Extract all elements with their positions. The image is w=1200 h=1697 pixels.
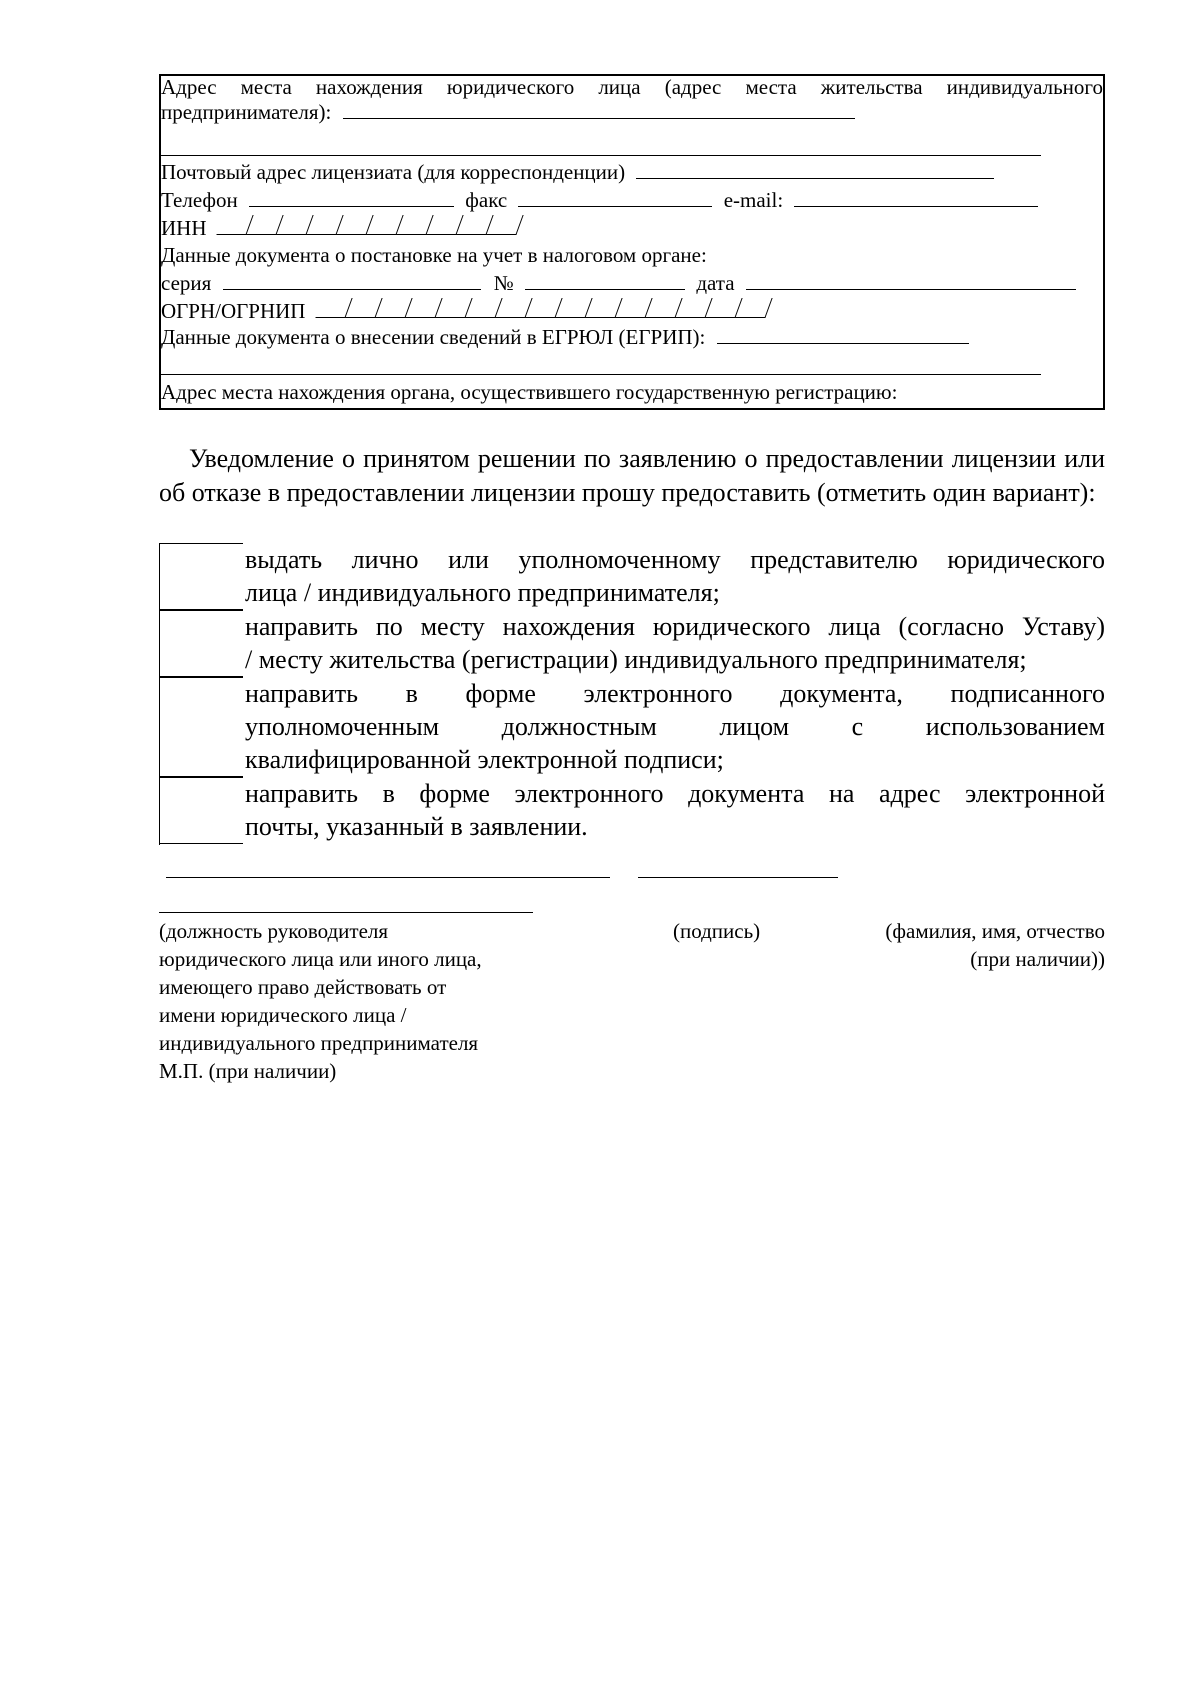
notification-intro: Уведомление о принятом решении по заявлению о предоставлении лицензии или об отказе в предоставлении лицензии прошу предоставить (отметить один вариант): — [159, 444, 1105, 507]
inn-label: ИНН — [161, 216, 207, 240]
option-line: почты, указанный в заявлении. — [245, 812, 588, 841]
date-label: дата — [696, 271, 735, 295]
phone-field[interactable] — [249, 188, 454, 207]
tax-doc-row — [161, 271, 1103, 295]
signature-line-a[interactable] — [166, 877, 610, 878]
email-label: e-mail: — [723, 188, 784, 212]
number-label: № — [493, 271, 514, 295]
fax-label: факс — [465, 188, 508, 212]
caption-line: имеющего право действовать от — [159, 975, 447, 999]
name-caption — [885, 917, 1105, 973]
tax-doc-label: Данные документа о постановке на учет в налоговом органе: — [161, 243, 707, 267]
ogrn-digit-cells[interactable] — [319, 298, 769, 323]
address-field[interactable] — [343, 100, 855, 119]
address-row — [161, 100, 1103, 124]
option-line: лица / индивидуального предпринимателя; — [245, 578, 720, 607]
ogrn-row — [161, 298, 1103, 323]
postal-row — [161, 160, 1103, 184]
caption-line: М.П. (при наличии) — [159, 1059, 337, 1083]
number-field[interactable] — [525, 271, 685, 290]
caption-line: (фамилия, имя, отчество — [885, 919, 1105, 943]
address-label-line2: предпринимателя): — [161, 100, 332, 124]
notification-section — [159, 442, 1105, 510]
option-line: выдать лично или уполномоченному представителю юридического — [245, 545, 1105, 574]
option-line: / месту жительства (регистрации) индивидуального предпринимателя; — [245, 645, 1027, 674]
position-line[interactable] — [159, 912, 533, 913]
fax-field[interactable] — [518, 188, 712, 207]
option-deliver-in-person — [159, 543, 1105, 611]
inn-digit-cells[interactable] — [220, 215, 520, 240]
egrul-row — [161, 325, 1103, 349]
series-label: серия — [161, 271, 212, 295]
option-text — [245, 677, 1105, 776]
caption-line: имени юридического лица / — [159, 1003, 407, 1027]
position-caption — [159, 917, 482, 1085]
option-electronic-email — [159, 777, 1105, 845]
option-line: направить в форме электронного документа, подписанного — [245, 679, 1105, 708]
egrul-field[interactable] — [717, 325, 969, 344]
caption-line: юридического лица или иного лица, — [159, 947, 482, 971]
reg-authority-label: Адрес места нахождения органа, осуществившего государственную регистрацию: — [161, 380, 898, 404]
option-text — [245, 543, 1105, 609]
email-field[interactable] — [794, 188, 1038, 207]
inn-row — [161, 215, 1103, 240]
caption-line: индивидуального предпринимателя — [159, 1031, 479, 1055]
option-text — [245, 610, 1105, 676]
series-field[interactable] — [223, 271, 481, 290]
egrul-field-continuation[interactable] — [161, 374, 1041, 375]
applicant-info-box — [159, 74, 1105, 410]
contacts-row — [161, 188, 1103, 212]
postal-label: Почтовый адрес лицензиата (для корреспонденции) — [161, 160, 626, 184]
option-checkbox[interactable] — [159, 610, 243, 678]
signature-line-b[interactable] — [638, 877, 838, 878]
option-send-by-mail — [159, 610, 1105, 678]
option-checkbox-bottom — [159, 843, 243, 844]
caption-line: (должность руководителя — [159, 919, 389, 943]
option-line: направить по месту нахождения юридического лица (согласно Уставу) — [245, 612, 1105, 641]
phone-label: Телефон — [161, 188, 238, 212]
date-field[interactable] — [746, 271, 1076, 290]
option-text — [245, 777, 1105, 843]
egrul-label: Данные документа о внесении сведений в ЕГРЮЛ (ЕГРИП): — [161, 325, 706, 349]
sign-caption: (подпись) — [673, 919, 761, 943]
option-line: квалифицированной электронной подписи; — [245, 745, 724, 774]
address-field-continuation[interactable] — [161, 155, 1041, 156]
option-line: уполномоченным должностным лицом с использованием — [245, 712, 1105, 741]
address-label-line1: Адрес места нахождения юридического лица (адрес места жительства индивидуального — [161, 75, 1103, 99]
caption-line: (при наличии)) — [970, 947, 1105, 971]
option-line: направить в форме электронного документа на адрес электронной — [245, 779, 1105, 808]
option-electronic-signed — [159, 677, 1105, 778]
option-checkbox[interactable] — [159, 543, 243, 611]
postal-address-field[interactable] — [636, 160, 994, 179]
ogrn-label: ОГРН/ОГРНИП — [161, 299, 306, 323]
option-checkbox[interactable] — [159, 777, 243, 845]
option-checkbox[interactable] — [159, 677, 243, 778]
